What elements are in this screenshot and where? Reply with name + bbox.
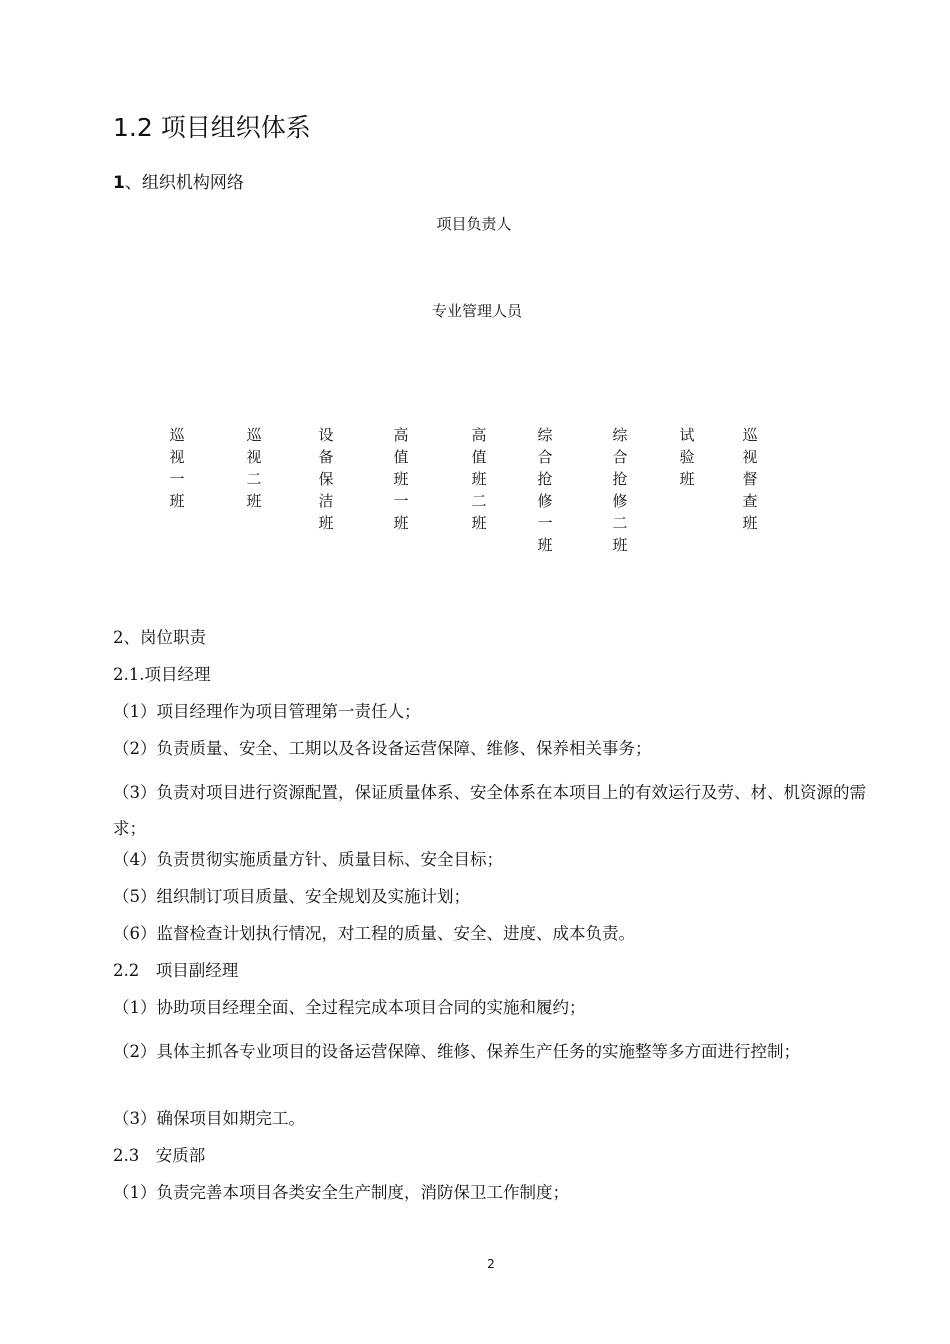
org-team-char: 洁 [318, 492, 334, 510]
org-team-char: 视 [742, 448, 758, 466]
org-team-char: 班 [246, 492, 262, 510]
paragraph: （3）负责对项目进行资源配置，保证质量体系、安全体系在本项目上的有效运行及劳、材、机资源的需求； [113, 783, 866, 838]
org-heading-number: 1 [113, 173, 125, 193]
org-team-char: 一 [169, 470, 185, 488]
org-team [535, 424, 555, 556]
org-team-char: 设 [318, 426, 334, 444]
paragraph: （5）组织制订项目质量、安全规划及实施计划； [113, 887, 470, 906]
org-team-char: 值 [393, 448, 409, 466]
org-team-char: 巡 [169, 426, 185, 444]
org-team-char: 班 [742, 514, 758, 532]
duties-heading: 2、岗位职责 [113, 628, 206, 647]
org-node-professional-managers: 专业管理人员 [431, 302, 523, 320]
org-team-char: 综 [612, 426, 628, 444]
paragraph: （1）项目经理作为项目管理第一责任人； [113, 702, 421, 721]
org-team-char: 抢 [612, 470, 628, 488]
page-number: 2 [487, 1257, 495, 1271]
paragraph: （1）协助项目经理全面、全过程完成本项目合同的实施和履约； [113, 998, 586, 1017]
org-team-char: 高 [471, 426, 487, 444]
org-team-char: 班 [318, 514, 334, 532]
paragraph: （2）负责质量、安全、工期以及各设备运营保障、维修、保养相关事务； [113, 739, 652, 758]
org-team-char: 班 [537, 536, 553, 554]
org-team-char: 巡 [742, 426, 758, 444]
org-team [469, 424, 489, 534]
org-team-char: 备 [318, 448, 334, 466]
org-team [740, 424, 760, 534]
org-team-char: 一 [537, 514, 553, 532]
org-team-char: 试 [679, 426, 695, 444]
org-node-project-leader: 项目负责人 [436, 215, 512, 233]
org-team-char: 验 [679, 448, 695, 466]
paragraph: （2）具体主抓各专业项目的设备运营保障、维修、保养生产任务的实施整等多方面进行控制； [113, 1042, 800, 1061]
project-manager-heading: 2.1.项目经理 [113, 665, 211, 684]
org-team-char: 班 [471, 514, 487, 532]
org-team-char: 班 [393, 514, 409, 532]
org-team [316, 424, 336, 534]
org-team-char: 综 [537, 426, 553, 444]
org-team [167, 424, 187, 512]
org-team-char: 修 [537, 492, 553, 510]
org-team-char: 修 [612, 492, 628, 510]
section-title: 1.2 项目组织体系 [113, 113, 311, 142]
org-team-char: 班 [612, 536, 628, 554]
paragraph: （1）负责完善本项目各类安全生产制度，消防保卫工作制度； [113, 1183, 569, 1202]
org-team [391, 424, 411, 534]
org-team-char: 二 [246, 470, 262, 488]
paragraph: （4）负责贯彻实施质量方针、质量目标、安全目标； [113, 850, 503, 869]
org-team-char: 视 [169, 448, 185, 466]
org-team [610, 424, 630, 556]
org-team-char: 班 [393, 470, 409, 488]
paragraph: （3）确保项目如期完工。 [113, 1109, 305, 1128]
safety-quality-dept-heading: 2.3 安质部 [113, 1146, 206, 1165]
org-team-char: 合 [612, 448, 628, 466]
org-team-char: 班 [169, 492, 185, 510]
org-team-char: 二 [612, 514, 628, 532]
org-team-char: 值 [471, 448, 487, 466]
org-team-char: 查 [742, 492, 758, 510]
org-team-char: 班 [679, 470, 695, 488]
org-team-char: 督 [742, 470, 758, 488]
deputy-manager-heading: 2.2 项目副经理 [113, 961, 239, 980]
org-team-char: 二 [471, 492, 487, 510]
org-team-char: 巡 [246, 426, 262, 444]
org-heading [113, 168, 244, 193]
org-team [244, 424, 264, 512]
paragraph: （6）监督检查计划执行情况，对工程的质量、安全、进度、成本负责。 [113, 924, 635, 943]
org-team-char: 班 [471, 470, 487, 488]
org-team [677, 424, 697, 490]
org-team-char: 保 [318, 470, 334, 488]
org-team-char: 高 [393, 426, 409, 444]
org-team-char: 抢 [537, 470, 553, 488]
org-team-char: 一 [393, 492, 409, 510]
org-team-char: 合 [537, 448, 553, 466]
org-team-char: 视 [246, 448, 262, 466]
org-heading-text: 、组织机构网络 [124, 173, 244, 193]
